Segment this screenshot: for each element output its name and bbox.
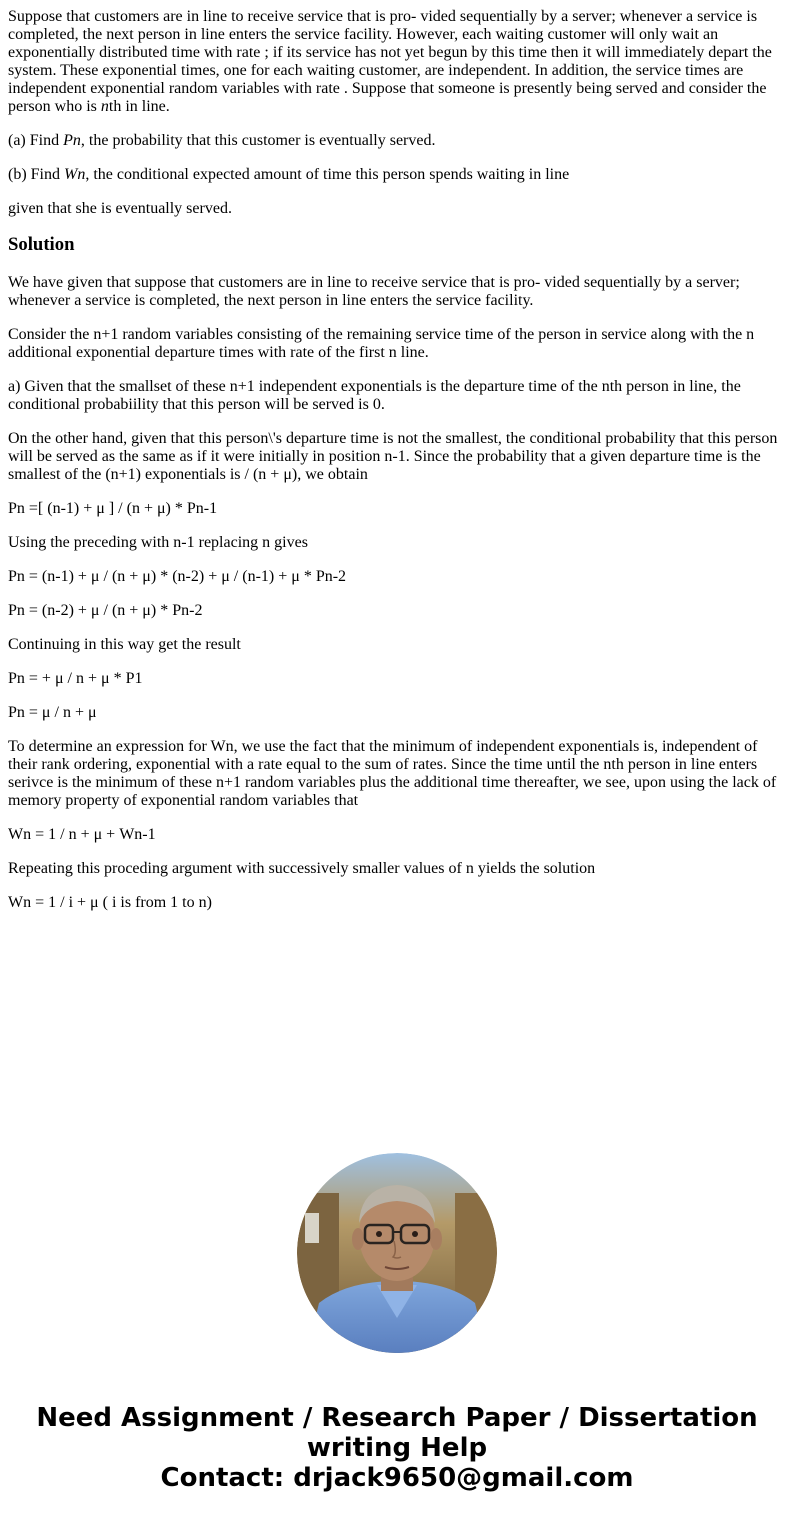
solution-equation: Pn =[ (n-1) + μ ] / (n + μ) * Pn-1 [8,500,218,517]
solution-paragraph: Consider the n+1 random variables consisting of the remaining service time of the person in service along with the n additional exponential departure times with rate of the first n line. [8,326,755,361]
solution-paragraph: We have given that suppose that customers are in line to receive service that is pro- vided sequentially by a server; whenever a service is completed, the next person in line enters the service facility. [8,274,740,309]
footer-contact [0,1403,794,1493]
solution-paragraph: Continuing in this way get the result [8,636,241,653]
solution-equation: Wn = 1 / n + μ + Wn-1 [8,826,156,843]
solution-heading: Solution [8,234,75,255]
footer-email: Contact: drjack9650@gmail.com [160,1463,634,1493]
footer-line: Need Assignment / Research Paper / Dissertation [36,1403,758,1433]
document-body [8,8,786,928]
problem-part-b: (b) Find Wn, the conditional expected amount of time this person spends waiting in line [8,166,570,183]
solution-paragraph: On the other hand, given that this person\'s departure time is not the smallest, the conditional probability that this person will be served as the same as if it were initially in position n-1. Since the probability that a given departure time is the smallest of the (n+1) exponentials is / (n + μ), we obtain [8,430,778,483]
footer-line: writing Help [306,1433,488,1463]
problem-part-a: (a) Find Pn, the probability that this customer is eventually served. [8,132,436,149]
solution-equation: Pn = + μ / n + μ * P1 [8,670,143,687]
solution-equation: Wn = 1 / i + μ ( i is from 1 to n) [8,894,212,911]
author-photo [297,1153,497,1353]
solution-equation: Pn = (n-2) + μ / (n + μ) * Pn-2 [8,602,203,619]
problem-part-b-continued: given that she is eventually served. [8,200,232,217]
problem-intro: Suppose that customers are in line to receive service that is pro- vided sequentially by a server; whenever a service is completed, the next person in line enters the service facility. However, each waiting customer will only wait an exponentially distributed time with rate ; if its service has not yet begun by this time then it will immediately depart the system. These exponential times, one for each waiting customer, are independent. In addition, the service times are independent exponential random variables with rate . Suppose that someone is presently being served and consider the person who is nth in line. [8,8,772,115]
solution-paragraph: a) Given that the smallset of these n+1 independent exponentials is the departure time of the nth person in line, the conditional probabiility that this person will be served is 0. [8,378,741,413]
solution-equation: Pn = (n-1) + μ / (n + μ) * (n-2) + μ / (n-1) + μ * Pn-2 [8,568,347,585]
solution-paragraph: Repeating this proceding argument with successively smaller values of n yields the solution [8,860,596,877]
author-portrait-image [297,1153,497,1353]
solution-paragraph: Using the preceding with n-1 replacing n gives [8,534,308,551]
solution-equation: Pn = μ / n + μ [8,704,97,721]
solution-paragraph: To determine an expression for Wn, we use the fact that the minimum of independent exponentials is, independent of their rank ordering, exponential with a rate equal to the sum of rates. Since the time until the nth person in line enters serivce is the minimum of these n+1 random variables plus the additional time thereafter, we see, upon using the lack of memory property of exponential random variables that [8,738,777,809]
